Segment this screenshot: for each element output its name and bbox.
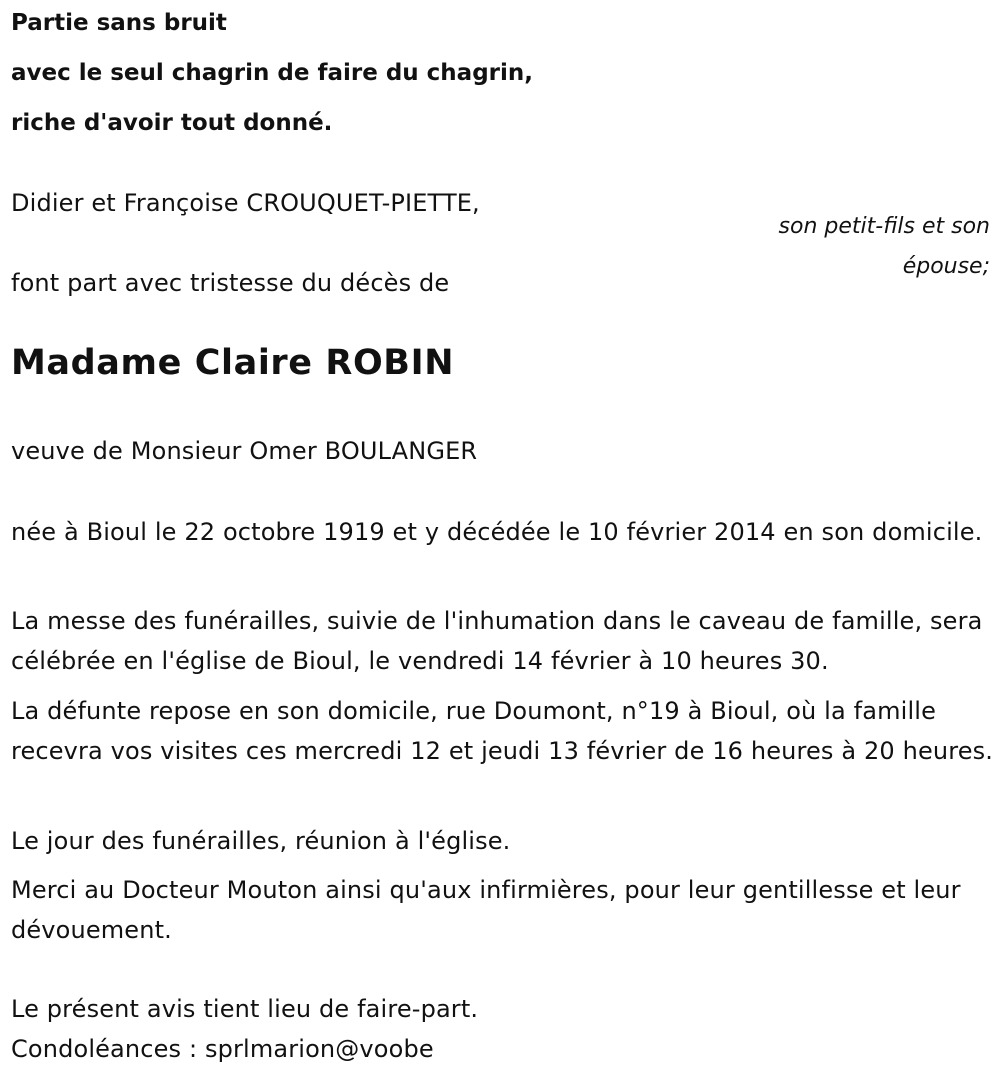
notice-text: Le présent avis tient lieu de faire-part. xyxy=(11,995,479,1023)
announcer-names: Didier et Françoise CROUQUET-PIETTE, xyxy=(11,189,480,217)
epigraph-line-3: riche d'avoir tout donné. xyxy=(11,110,333,136)
epigraph-line-2: avec le seul chagrin de faire du chagrin, xyxy=(11,60,534,86)
funeral-mass-paragraph: La messe des funérailles, suivie de l'inhumation dans le caveau de famille, sera célébrée en l'église de Bioul, le vendredi 14 février à 10 heures 30. xyxy=(11,607,983,675)
announcer-relation-line-1: son petit-fils et son xyxy=(778,214,990,239)
birth-death-paragraph: née à Bioul le 22 octobre 1919 et y décédée le 10 février 2014 en son domicile. xyxy=(11,518,983,546)
announcer-relation-line-2: épouse; xyxy=(902,254,990,279)
viewing-paragraph: La défunte repose en son domicile, rue Doumont, n°19 à Bioul, où la famille recevra vos visites ces mercredi 12 et jeudi 13 février de 16 heures à 20 heures. xyxy=(11,697,994,765)
deceased-name: Madame Claire ROBIN xyxy=(11,343,455,383)
epigraph-line-1: Partie sans bruit xyxy=(11,10,227,36)
gathering-paragraph: Le jour des funérailles, réunion à l'église. xyxy=(11,827,511,855)
intro-text: font part avec tristesse du décès de xyxy=(11,269,450,297)
condolences-text: Condoléances : sprlmarion@voobe xyxy=(11,1035,434,1063)
thanks-paragraph: Merci au Docteur Mouton ainsi qu'aux infirmières, pour leur gentillesse et leur dévouement. xyxy=(11,876,961,944)
widow-of-text: veuve de Monsieur Omer BOULANGER xyxy=(11,437,478,465)
